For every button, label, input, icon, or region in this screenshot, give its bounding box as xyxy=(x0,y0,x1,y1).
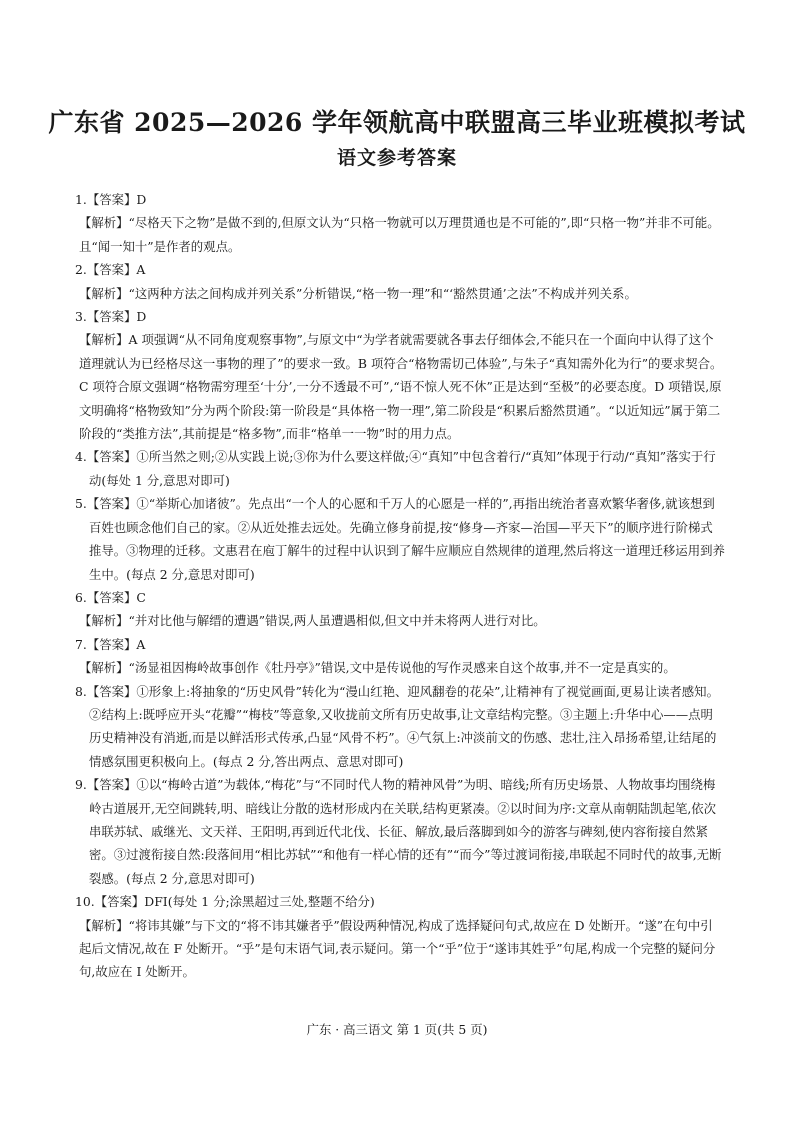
page-subtitle: 语文参考答案 xyxy=(336,147,457,169)
answer-line: 2.【答案】A xyxy=(75,262,146,278)
explanation-text: 【解析】A 项强调“从不同角度观察事物”,与原文中“为学者就需要就各事去仔细体会,不能只在一个面向中认得了这个道理就认为已经格尽这一事物的理了”的要求一致。B 项符合“格物需切己体验”,与朱子“真知需外化为行”的要求契合。C 项符合原文强调“格物需穷理至‘十分’,一分不透最不可”,“语不惊人死不休”正是达到“至极”的必要态度。D 项错误,原文明确将“格物致知”分为两个阶段:第一阶段是“具体格一物一理”,第二阶段是“积累后豁然贯通”。“以近知远”属于第二阶段的“类推方法”,其前提是“格多物”,而非“格单一一物”时的用力点。 xyxy=(79,332,723,442)
answer-item-4 xyxy=(75,445,725,492)
explanation-text: 【解析】“并对比他与解缙的遭遇”错误,两人虽遭遇相似,但文中并未将两人进行对比。 xyxy=(79,613,546,629)
answer-item-2 xyxy=(75,258,725,305)
explanation-text: 【解析】“这两种方法之间构成并列关系”分析错误,“格一物一理”和“‘豁然贯通’之法”不构成并列关系。 xyxy=(79,285,637,301)
explanation-text: 【解析】“将讳其嫌”与下文的“将不讳其嫌者乎”假设两种情况,构成了选择疑问句式,故应在 D 处断开。“遂”在句中引起后文情况,故在 F 处断开。“乎”是句末语气词,表示疑问。第一个“乎”位于“遂讳其姓乎”句尾,构成一个完整的疑问分句,故应在 I 处断开。 xyxy=(79,917,716,980)
answer-item-8 xyxy=(75,680,725,774)
answer-line: 7.【答案】A xyxy=(75,636,146,652)
answer-item-3 xyxy=(75,305,725,445)
answer-line: 3.【答案】D xyxy=(75,309,147,325)
answer-list xyxy=(75,188,725,984)
answer-line: 1.【答案】D xyxy=(75,192,147,207)
answer-line: 5.【答案】①“举斯心加诸彼”。先点出“一个人的心愿和千万人的心愿是一样的”,再指出统治者喜欢繁华奢侈,就该想到百姓也顾念他们自己的家。②从近处推去远处。先确立修身前提,按“修身—齐家—治国—平天下”的顺序进行阶梯式推导。③物理的迁移。文惠君在庖丁解牛的过程中认识到了解牛应顺应自然规律的道理,然后将这一道理迁移运用到养生中。(每点 2 分,意思对即可) xyxy=(75,496,725,582)
answer-item-9 xyxy=(75,773,725,890)
answer-item-7 xyxy=(75,633,725,680)
answer-line: 6.【答案】C xyxy=(75,589,146,605)
answer-item-1 xyxy=(75,188,725,258)
explanation-text: 【解析】“尽格天下之物”是做不到的,但原文认为“只格一物就可以万理贯通也是不可能的”,即“只格一物”并非不可能。且“闻一知十”是作者的观点。 xyxy=(79,215,720,254)
answer-line: 9.【答案】①以“梅岭古道”为载体,“梅花”与“不同时代人物的精神风骨”为明、暗线;所有历史场景、人物故事均围绕梅岭古道展开,无空间跳转,明、暗线让分散的选材形成内在关联,结构更紧凑。②以时间为序:文章从南朝陆凯起笔,依次串联苏轼、戚继光、文天祥、王阳明,再到近代北伐、长征、解放,最后落脚到如今的游客与碑刻,使内容衔接自然紧密。③过渡衔接自然:段落间用“相比苏轼”“和他有一样心情的还有”“而今”等过渡词衔接,串联起不同时代的故事,无断裂感。(每点 2 分,意思对即可) xyxy=(75,777,722,886)
page-footer: 广东 · 高三语文 第 1 页(共 5 页) xyxy=(306,1022,488,1037)
answer-item-6 xyxy=(75,586,725,633)
explanation-text: 【解析】“汤显祖因梅岭故事创作《牡丹亭》”错误,文中是传说他的写作灵感来自这个故事,并不一定是真实的。 xyxy=(79,660,676,676)
answer-line: 10.【答案】DFI(每处 1 分;涂黑超过三处,整题不给分) xyxy=(75,894,375,910)
answer-item-5 xyxy=(75,492,725,586)
page-title: 广东省 2025—2026 学年领航高中联盟高三毕业班模拟考试 xyxy=(48,108,746,137)
answer-item-10 xyxy=(75,890,725,984)
answer-line: 4.【答案】①所当然之则;②从实践上说;③你为什么要这样做;④“真知”中包含着行/“真知”体现于行动/“真知”落实于行动(每处 1 分,意思对即可) xyxy=(75,449,716,488)
answer-line: 8.【答案】①形象上:将抽象的“历史风骨”转化为“漫山红艳、迎风翻卷的花朵”,让精神有了视觉画面,更易让读者感知。②结构上:既呼应开头“花瓣”“梅枝”等意象,又收拢前文所有历史故事,让文章结构完整。③主题上:升华中心——点明历史精神没有消逝,而是以鲜活形式传承,凸显“风骨不朽”。④气氛上:冲淡前文的伤感、悲壮,注入昂扬希望,让结尾的情感氛围更积极向上。(每点 2 分,答出两点、意思对即可) xyxy=(75,683,719,769)
